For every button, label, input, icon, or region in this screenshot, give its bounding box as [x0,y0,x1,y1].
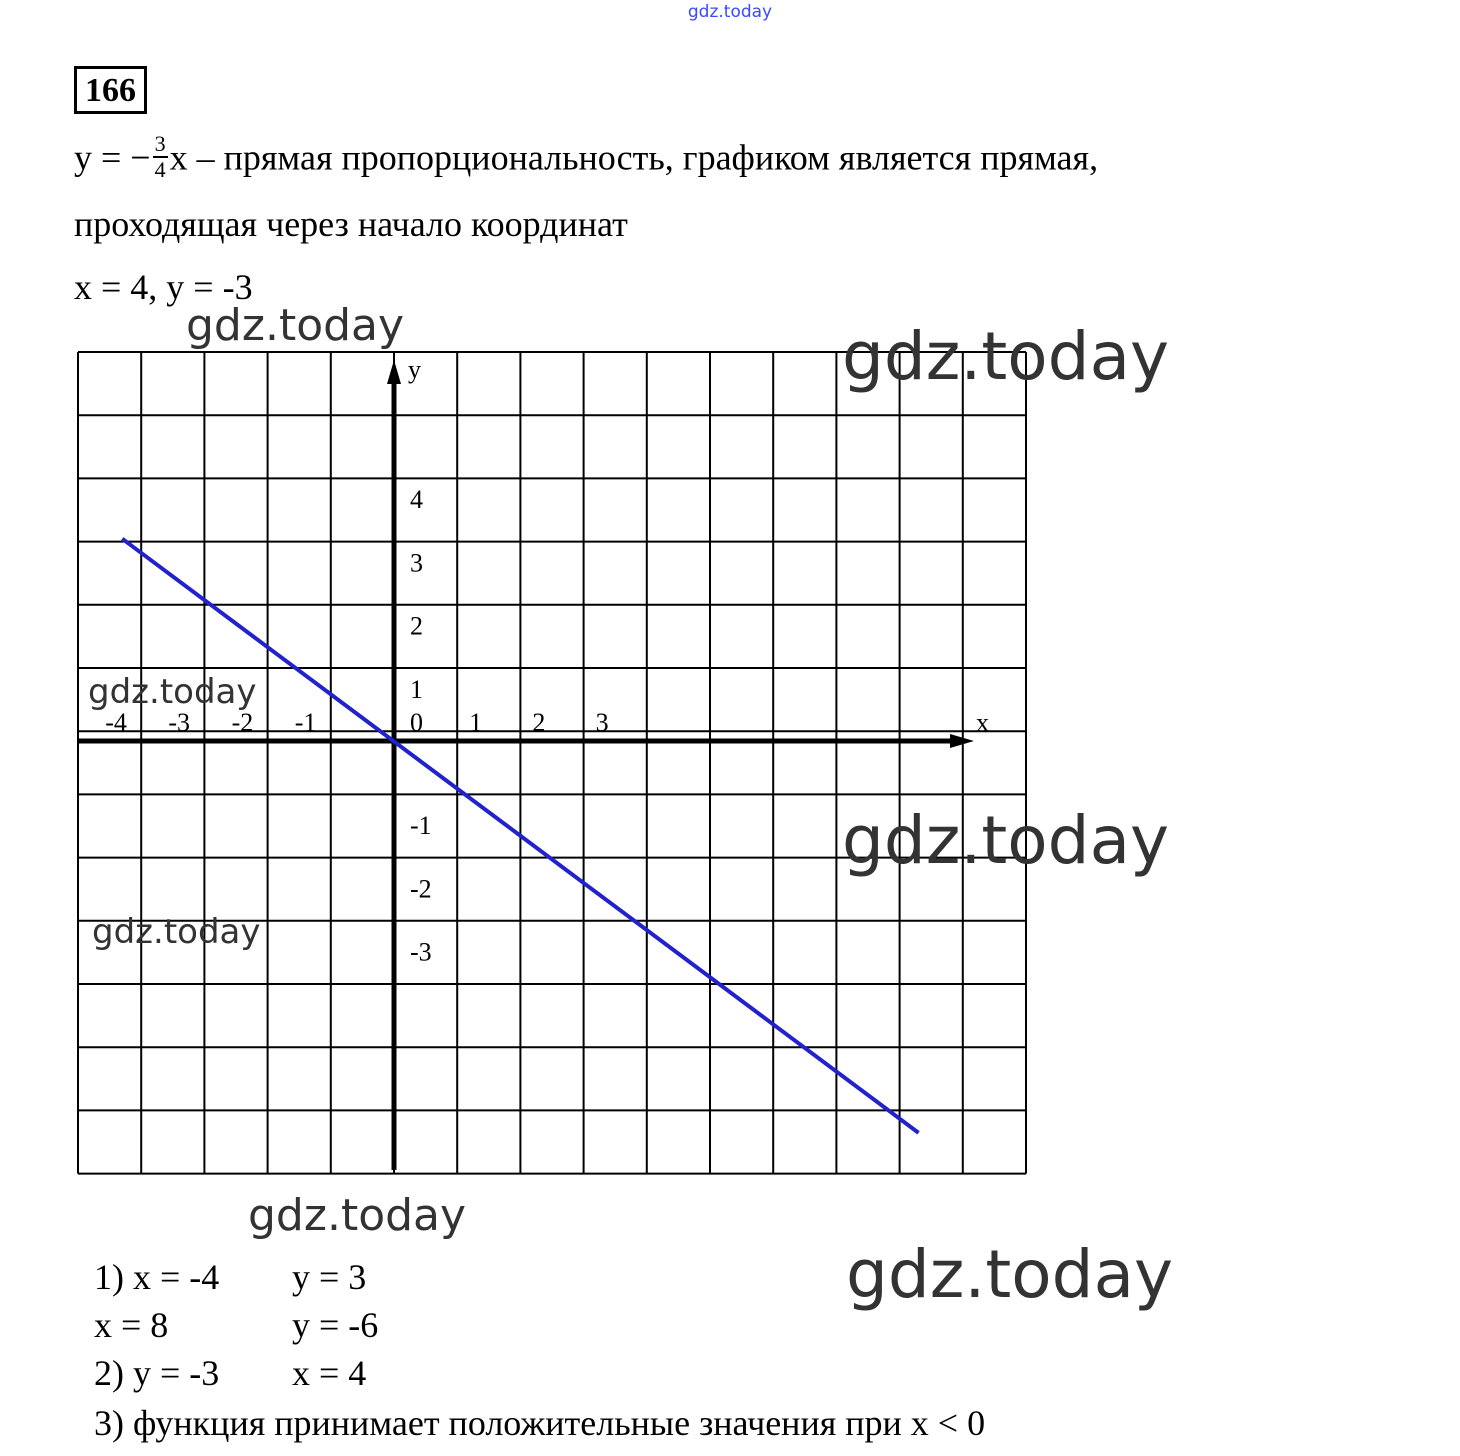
fraction-numerator: 3 [154,131,166,156]
description-line: проходящая через начало координат [74,204,628,244]
watermark-graph-lower: gdz.today [92,912,261,952]
answer-2-value: y = -6 [292,1305,379,1345]
x-tick-label: 3 [595,708,609,737]
problem-number: 166 [74,66,147,114]
y-tick-label: 3 [410,548,423,578]
y-axis-label: y [408,355,421,384]
axes [78,360,974,1170]
watermark-graph-bottom: gdz.today [248,1190,467,1241]
y-axis-arrow [387,360,401,384]
x-tick-label: 2 [532,708,546,737]
watermark-graph-mid: gdz.today [842,802,1170,879]
point-line: x = 4, y = -3 [74,267,253,307]
x-tick-label: 1 [469,708,483,737]
watermark-bottom-right: gdz.today [846,1236,1174,1313]
x-tick-label: 0 [410,708,423,737]
answer-2-label: x = 8 [94,1305,169,1345]
y-tick-label: 4 [410,485,423,515]
fraction-denominator: 4 [154,157,166,182]
answer-4: 3) функция принимает положительные значения при x < 0 [94,1403,986,1443]
answer-3-label: 2) y = -3 [94,1353,220,1393]
answer-1-value: y = 3 [292,1257,367,1297]
x-tick-label: -4 [105,708,127,737]
watermark-graph-top: gdz.today [186,300,405,351]
grid [78,352,1026,1174]
y-tick-label: -2 [410,874,432,904]
x-tick-label: -2 [231,708,254,737]
answer-3-value: x = 4 [292,1353,367,1393]
answer-1-label: 1) x = -4 [94,1257,220,1297]
x-axis-label: x [976,708,989,737]
y-tick-label: 2 [410,611,423,641]
y-tick-label: 1 [410,674,423,704]
y-tick-label: -1 [410,811,432,841]
equation-rest: x – прямая пропорциональность, графиком является прямая, [169,137,1099,178]
equation-lhs: y = − [74,137,151,178]
y-tick-label: -3 [410,937,432,967]
watermark-graph-left: gdz.today [88,672,257,712]
x-tick-label: -3 [168,708,191,737]
x-tick-label: -1 [294,708,317,737]
watermark-top: gdz.today [687,2,773,22]
watermark-graph-right: gdz.today [842,318,1170,395]
